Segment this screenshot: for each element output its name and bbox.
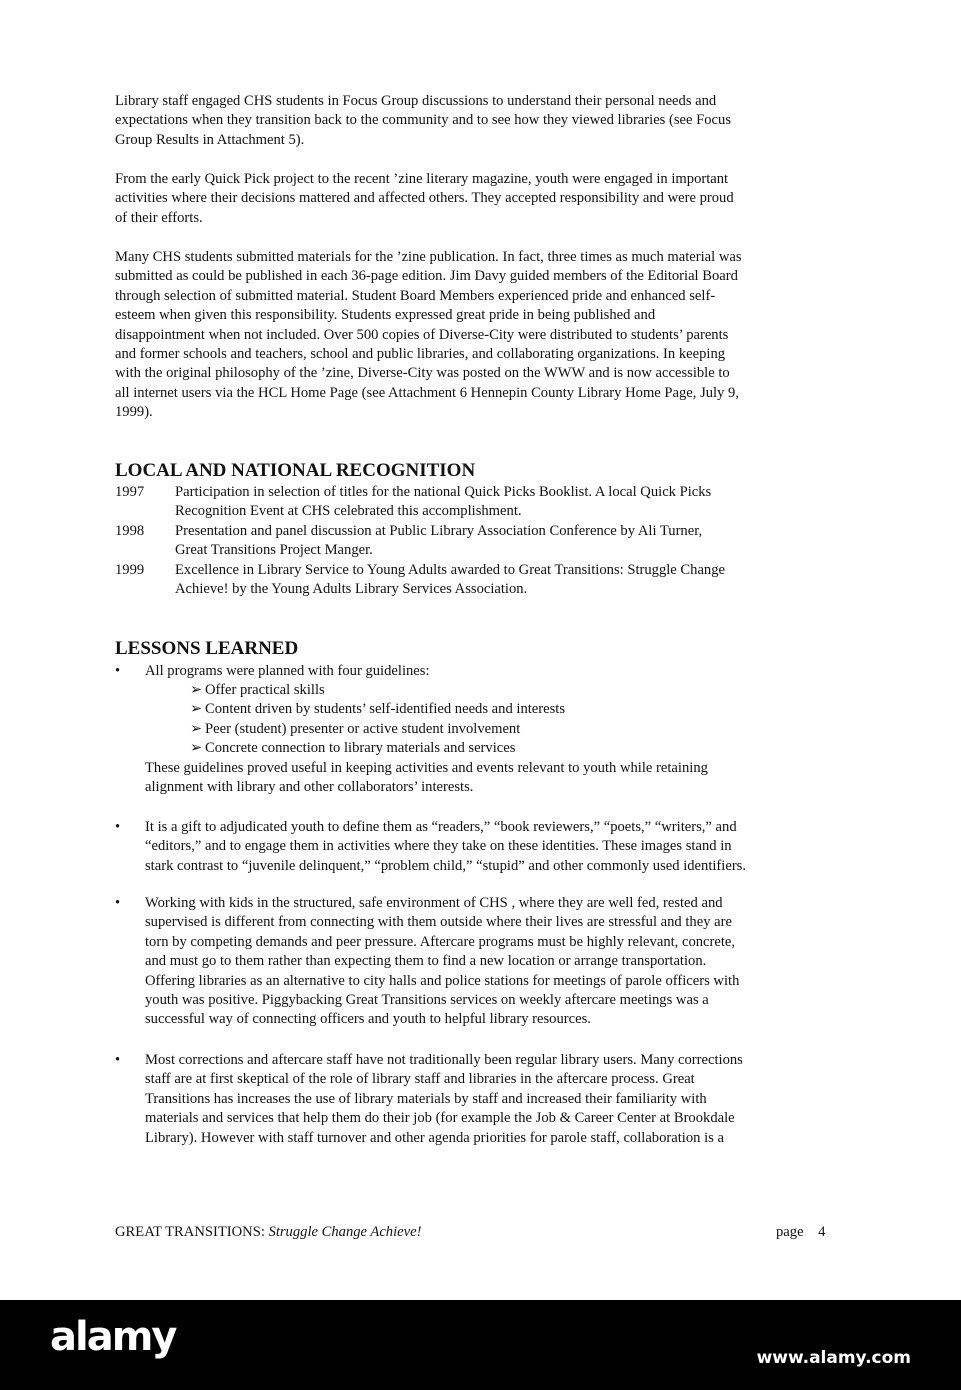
text-line: “editors,” and to engage them in activities where they take on these identities. These images stand in	[145, 838, 732, 855]
recognition-text	[175, 561, 725, 600]
text-line: These guidelines proved useful in keeping activities and events relevant to youth while retaining	[145, 760, 708, 776]
text-line: with the original philosophy of the ’zine, Diverse-City was posted on the WWW and is now accessible to	[115, 365, 730, 382]
recognition-text	[175, 483, 711, 522]
text-line: Presentation and panel discussion at Public Library Association Conference by Ali Turner,	[175, 523, 703, 539]
recognition-year: 1999	[115, 562, 145, 578]
text-line: Library staff engaged CHS students in Focus Group discussions to understand their personal needs and	[115, 93, 717, 109]
text-line: youth was positive. Piggybacking Great Transitions services on weekly aftercare meetings was a	[145, 992, 709, 1009]
text-line: successful way of connecting officers and youth to helpful library resources.	[145, 1011, 591, 1028]
page-label: page	[776, 1224, 804, 1240]
guideline-item: Concrete connection to library materials and services	[205, 740, 516, 757]
paragraph-quick-pick	[115, 170, 855, 228]
text-line: Transitions has increases the use of library materials by staff and increased their familiarity with	[145, 1090, 707, 1107]
text-line: and former schools and teachers, school and public libraries, and collaborating organizations. In keeping	[115, 346, 726, 363]
bullet-text	[145, 1051, 743, 1148]
text-line: Many CHS students submitted materials for the ’zine publication. In fact, three times as much material was	[115, 249, 742, 265]
recognition-year: 1998	[115, 523, 145, 539]
text-line: of their efforts.	[115, 209, 203, 226]
footer-project: GREAT TRANSITIONS:	[115, 1224, 265, 1240]
text-line: Group Results in Attachment 5).	[115, 131, 305, 148]
recognition-heading: LOCAL AND NATIONAL RECOGNITION	[115, 460, 476, 481]
recognition-text	[175, 522, 702, 561]
text-line: esteem when given this responsibility. Students expressed great pride in being published and	[115, 307, 656, 324]
text-line: materials and services that help them do their job (for example the Job & Career Center at Brookdale	[145, 1110, 735, 1127]
text-line: through selection of submitted material. Student Board Members experienced pride and enhanced self-	[115, 287, 716, 304]
arrow-icon: ➢	[190, 740, 203, 757]
text-line: Library). However with staff turnover and other agenda priorities for parole staff, collaboration is a	[145, 1129, 724, 1146]
text-line: and must go to them rather than expecting them to find a new location or arrange transportation.	[145, 953, 707, 970]
bullet-text: All programs were planned with four guidelines:	[145, 663, 430, 679]
guideline-item: Offer practical skills	[205, 682, 325, 698]
text-line: alignment with library and other collaborators’ interests.	[145, 779, 474, 796]
paragraph-focus-groups	[115, 92, 855, 150]
bullet-text	[145, 894, 739, 1030]
text-line: supervised is different from connecting with them outside where their lives are stressful and they are	[145, 914, 732, 931]
footer-title	[115, 1224, 421, 1241]
text-line: Great Transitions Project Manger.	[175, 542, 373, 559]
bullet-icon: •	[115, 895, 121, 911]
lessons-heading: LESSONS LEARNED	[115, 638, 299, 659]
text-line: 1999).	[115, 404, 153, 421]
page-number-value: 4	[818, 1224, 826, 1240]
text-line: torn by competing demands and peer pressure. Aftercare programs must be highly relevant, concrete,	[145, 933, 736, 950]
recognition-year: 1997	[115, 484, 145, 500]
text-line: From the early Quick Pick project to the recent ’zine literary magazine, youth were engaged in important	[115, 171, 729, 187]
watermark-site: www.alamy.com	[756, 1348, 911, 1368]
bullet-icon: •	[115, 1052, 121, 1068]
text-line: Excellence in Library Service to Young Adults awarded to Great Transitions: Struggle Change	[175, 562, 726, 578]
watermark-bar	[0, 1300, 961, 1390]
arrow-icon: ➢	[190, 682, 203, 698]
text-line: Most corrections and aftercare staff have not traditionally been regular library users. Many corrections	[145, 1052, 743, 1068]
text-line: Recognition Event at CHS celebrated this accomplishment.	[175, 503, 522, 520]
text-line: Achieve! by the Young Adults Library Services Association.	[175, 581, 528, 598]
text-line: all internet users via the HCL Home Page (see Attachment 6 Hennepin County Library Home Page, July 9,	[115, 384, 740, 401]
paragraph-zine	[115, 248, 855, 423]
arrow-icon: ➢	[190, 701, 203, 718]
text-line: Participation in selection of titles for the national Quick Picks Booklist. A local Quick Picks	[175, 484, 712, 500]
bullet-icon: •	[115, 819, 121, 835]
text-line: stark contrast to “juvenile delinquent,” “problem child,” “stupid” and other commonly used identifiers.	[145, 857, 747, 874]
text-line: expectations when they transition back to the community and to see how they viewed libraries (see Focus	[115, 112, 732, 129]
bullet-text	[145, 818, 746, 876]
guideline-item: Content driven by students’ self-identified needs and interests	[205, 701, 566, 718]
footer-subtitle: Struggle Change Achieve!	[268, 1224, 422, 1240]
bullet-icon: •	[115, 663, 121, 679]
arrow-icon: ➢	[190, 720, 203, 737]
watermark-logo: alamy	[50, 1314, 176, 1360]
text-line: submitted as could be published in each 36-page edition. Jim Davy guided members of the Editorial Board	[115, 268, 738, 285]
text-line: Working with kids in the structured, safe environment of CHS , where they are well fed, rested and	[145, 895, 723, 911]
text-line: activities where their decisions mattered and affected others. They accepted responsibility and were proud	[115, 190, 734, 207]
text-line: It is a gift to adjudicated youth to define them as “readers,” “book reviewers,” “poets,” “writers,” and	[145, 819, 737, 835]
page-number	[776, 1224, 825, 1241]
text-line: staff are at first skeptical of the role of library staff and libraries in the aftercare process. Great	[145, 1071, 695, 1088]
text-line: Offering libraries as an alternative to city halls and police stations for meetings of parole officers with	[145, 972, 740, 989]
guidelines-conclusion	[145, 759, 885, 798]
text-line: disappointment when not included. Over 500 copies of Diverse-City were distributed to students’ parents	[115, 326, 729, 343]
guideline-item: Peer (student) presenter or active student involvement	[205, 720, 521, 737]
